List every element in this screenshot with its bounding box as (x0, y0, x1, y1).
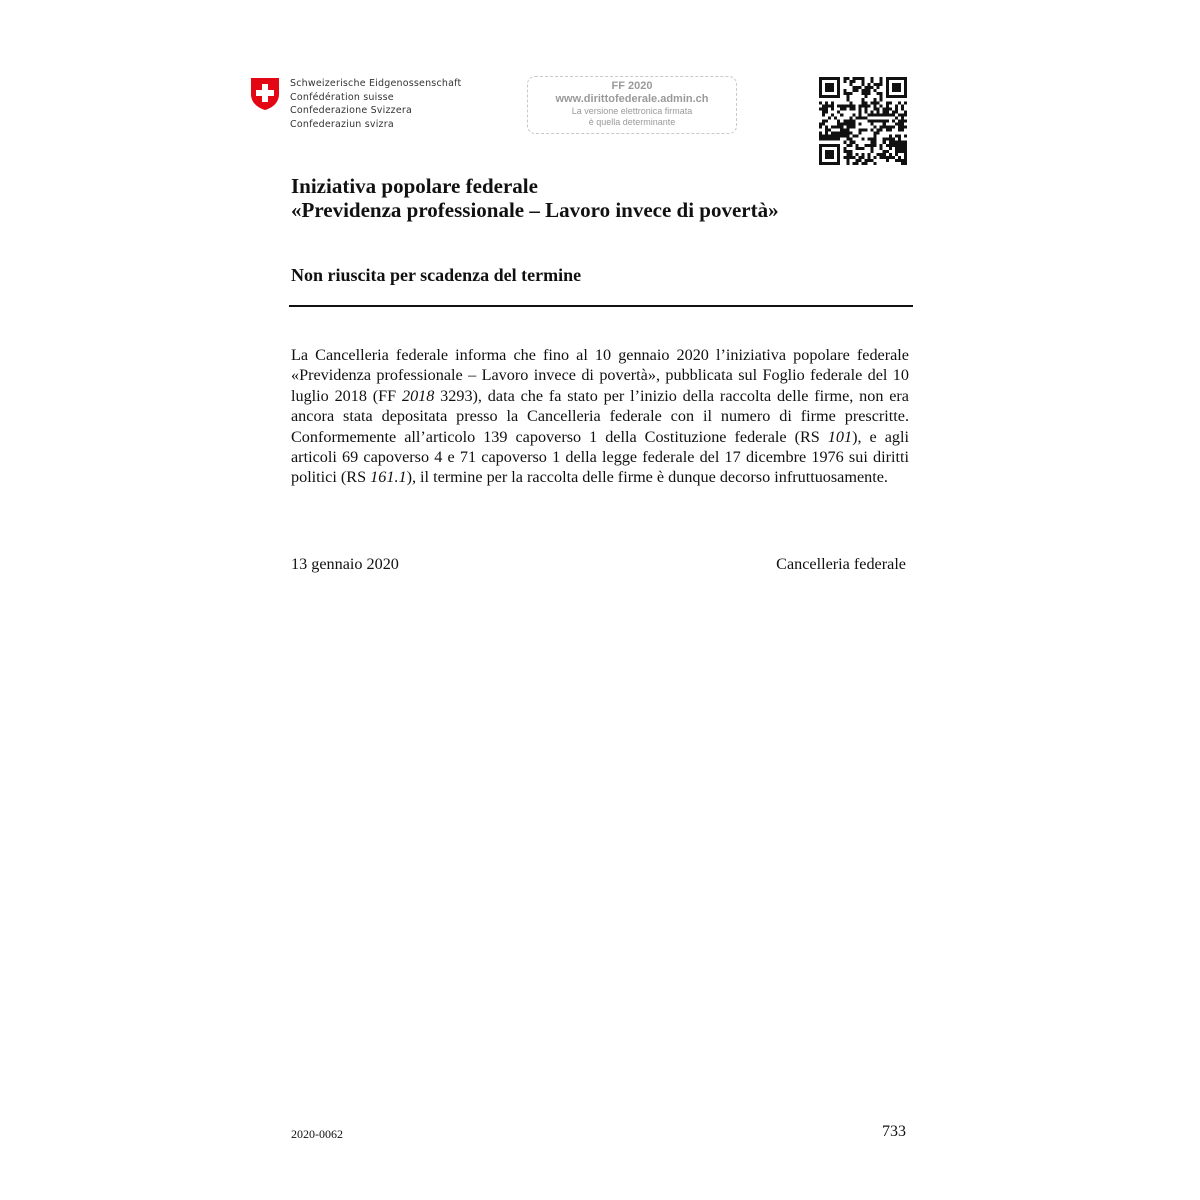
document-subtitle: Non riuscita per scadenza del termine (291, 265, 582, 285)
confederation-names (290, 77, 461, 131)
body-part-1: La Cancelleria federale informa che fino al 10 gennaio 2020 l’iniziativa popolare federale «Previdenza professionale – Lavoro invece di povertà», pubblicata sul Foglio federale del 10 luglio 2018 (FF (291, 346, 909, 405)
logo-line-de: Schweizerische Eidgenossenschaft (290, 78, 462, 89)
logo-line-it: Confederazione Svizzera (290, 105, 413, 116)
swiss-cross-shield-icon (250, 77, 280, 111)
stamp-note-1: La versione elettronica firmata (571, 106, 693, 116)
title-line-2: «Previdenza professionale – Lavoro invece di povertà» (291, 198, 779, 222)
stamp-note-2: è quella determinante (588, 117, 676, 127)
body-part-3: ), e agli articoli 69 capoverso 4 e 71 capoverso 1 della legge federale del 17 dicembre 1976 sui diritti politici (RS (291, 427, 909, 487)
body-part-4: ), il termine per la raccolta delle firme è dunque decorso infruttuosamente. (406, 468, 888, 487)
document-title (291, 174, 911, 222)
document-date: 13 gennaio 2020 (291, 555, 399, 573)
logo-line-fr: Confédération suisse (290, 91, 394, 103)
title-line-1: Iniziativa popolare federale (291, 174, 538, 198)
body-part-2: 3293), data che fa stato per l’inizio della raccolta delle firme, non era ancora stata depositata presso la Cancelleria federale con il numero di firme prescritte. Conformemente all’articolo 139 capoverso 1 della Costituzione federale (RS (291, 386, 909, 446)
document-id: 2020-0062 (291, 1127, 343, 1141)
body-paragraph (291, 345, 909, 488)
ref-rs-161: 161.1 (370, 468, 407, 487)
title-divider (289, 305, 913, 307)
qr-code-icon (819, 77, 907, 165)
logo-line-rm: Confederaziun svizra (290, 118, 394, 130)
stamp-ff-year: FF 2020 (611, 80, 653, 92)
ff-stamp (527, 76, 737, 134)
federal-logo (250, 77, 470, 137)
page-number: 733 (882, 1123, 906, 1140)
document-issuer: Cancelleria federale (776, 555, 906, 573)
ref-rs-101: 101 (827, 427, 853, 446)
ref-ff-year: 2018 (401, 386, 435, 405)
stamp-url: www.dirittofederale.admin.ch (555, 93, 709, 105)
